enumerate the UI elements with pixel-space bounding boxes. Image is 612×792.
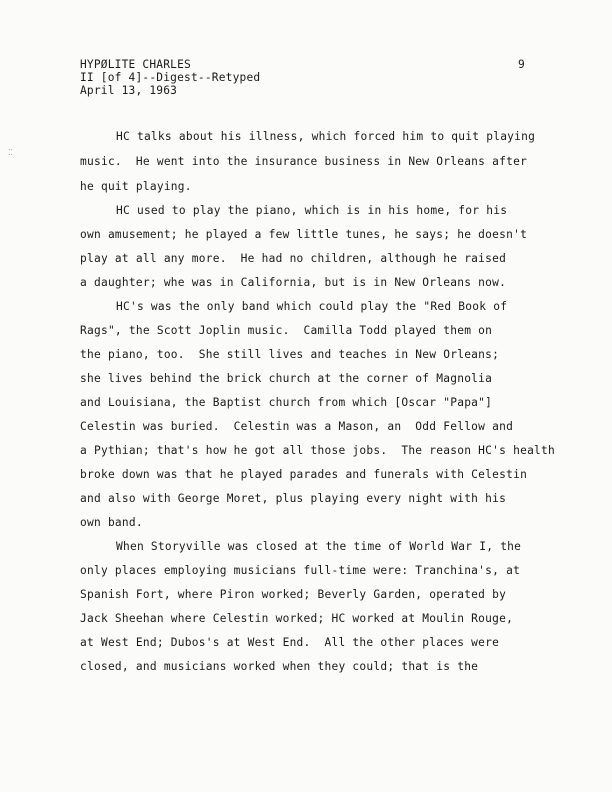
header-name: HYPØLITE CHARLES: [80, 58, 191, 71]
body-line: only places employing musicians full-time were: Tranchina's, at: [80, 564, 521, 577]
page-number: 9: [518, 58, 525, 71]
body-line: own amusement; he played a few little tunes, he says; he doesn't: [80, 228, 528, 241]
body-line: she lives behind the brick church at the corner of Magnolia: [80, 372, 493, 385]
body-line: the piano, too. She still lives and teaches in New Orleans;: [80, 348, 500, 361]
body-line: music. He went into the insurance business in New Orleans after: [80, 155, 528, 168]
body-line: at West End; Dubos's at West End. All the other places were: [80, 636, 500, 649]
body-line: Jack Sheehan where Celestin worked; HC worked at Moulin Rouge,: [80, 612, 514, 625]
body-line: he quit playing.: [80, 180, 192, 193]
body-line: own band.: [80, 516, 143, 529]
body-line: When Storyville was closed at the time of World War I, the: [116, 540, 522, 553]
body-line: HC talks about his illness, which forced him to quit playing: [116, 130, 536, 143]
body-line: a daughter; whe was in California, but is in New Orleans now.: [80, 276, 507, 289]
header-date: April 13, 1963: [80, 84, 178, 97]
body-line: HC used to play the piano, which is in his home, for his: [116, 204, 508, 217]
scan-mark: ⁚⁚: [8, 148, 14, 157]
body-line: Celestin was buried. Celestin was a Mason, an Odd Fellow and: [80, 420, 514, 433]
document-header: [80, 58, 260, 97]
body-line: and Louisiana, the Baptist church from which [Oscar "Papa"]: [80, 396, 493, 409]
body-line: Rags", the Scott Joplin music. Camilla Todd played them on: [80, 324, 493, 337]
body-line: HC's was the only band which could play the "Red Book of: [116, 300, 508, 313]
body-line: broke down was that he played parades and funerals with Celestin: [80, 468, 528, 481]
body-line: and also with George Moret, plus playing every night with his: [80, 492, 507, 505]
header-series: II [of 4]--Digest--Retyped: [80, 71, 261, 84]
body-line: closed, and musicians worked when they could; that is the: [80, 660, 479, 673]
body-line: a Pythian; that's how he got all those jobs. The reason HC's health: [80, 444, 556, 457]
body-line: play at all any more. He had no children, although he raised: [80, 252, 507, 265]
body-line: Spanish Fort, where Piron worked; Beverly Garden, operated by: [80, 588, 507, 601]
